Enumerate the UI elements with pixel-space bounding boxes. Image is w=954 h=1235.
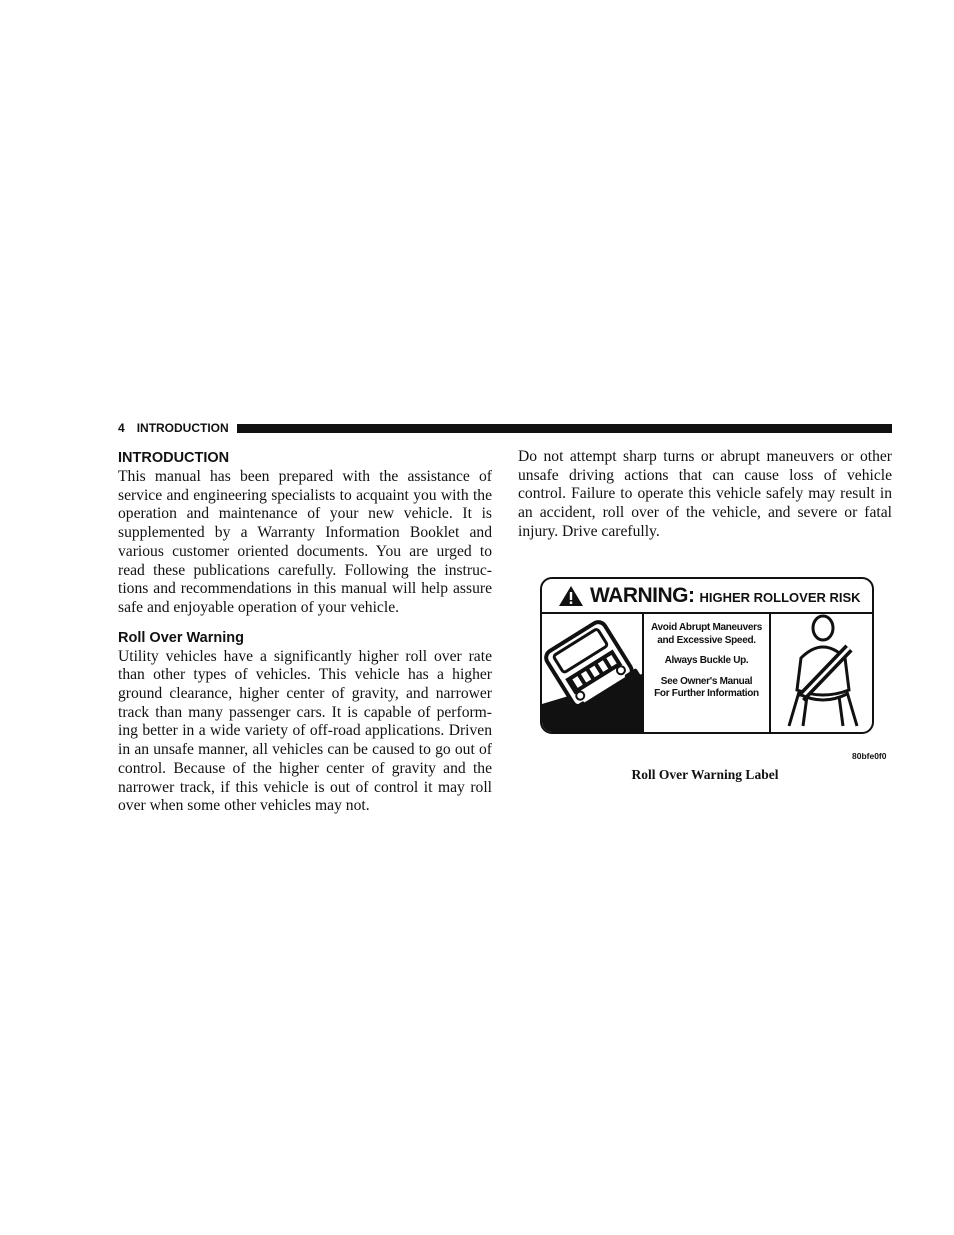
figure-code: 80bfe0f0 [852, 751, 887, 761]
warning-label-header [542, 579, 872, 614]
roll-over-paragraph: Utility vehicles have a significantly higher roll over rate than other types of vehicles. This vehicle has a higher ground clearance, higher center of gravity, and narrower track than many passenger cars. It is capable of perform-ing better in a wide variety of off-road applications. Driven in an unsafe manner, all vehicles can be caused to go out of control. Because of the higher center of gravity and the narrower track, if this vehicle is out of control it may roll over when some other vehicles may not. [118, 647, 492, 815]
warning-triangle-icon [558, 585, 584, 607]
right-column [518, 448, 892, 542]
safety-paragraph: Do not attempt sharp turns or abrupt maneuvers or other unsafe driving actions that can cause loss of vehicle control. Failure to operate this vehicle safely may result in an accident, roll over of the vehicle, and severe or fatal injury. Drive carefully. [518, 448, 892, 540]
page-header [118, 418, 892, 438]
rollover-risk-text: HIGHER ROLLOVER RISK [699, 589, 861, 605]
warning-word: WARNING: [590, 583, 695, 607]
seatbelt-icon [771, 614, 872, 732]
page-number: 4 [118, 421, 125, 435]
left-column [118, 448, 492, 816]
warning-messages [644, 614, 771, 732]
introduction-paragraph: This manual has been prepared with the assistance of service and engineering specialists to acquaint you with the operation and maintenance of your new vehicle. It is supplemented by a Warranty Information Booklet and various customer oriented documents. You are urged to read these publications carefully. Following the instruc-tions and recommendations in this manual will help assure safe and enjoyable operation of your vehicle. [118, 468, 492, 616]
buckle-up-text: Always Buckle Up. [664, 655, 749, 666]
figure-caption: Roll Over Warning Label [631, 767, 779, 782]
avoid-maneuvers-text: Avoid Abrupt Maneuvers and Excessive Speed. [650, 622, 762, 646]
warning-label-figure [540, 577, 874, 734]
see-manual-text: See Owner's Manual For Further Information [654, 675, 759, 699]
roll-over-heading: Roll Over Warning [118, 629, 244, 646]
rollover-vehicle-icon [542, 614, 644, 732]
introduction-heading: INTRODUCTION [118, 450, 230, 466]
header-rule [237, 424, 892, 433]
section-title: INTRODUCTION [136, 421, 229, 435]
